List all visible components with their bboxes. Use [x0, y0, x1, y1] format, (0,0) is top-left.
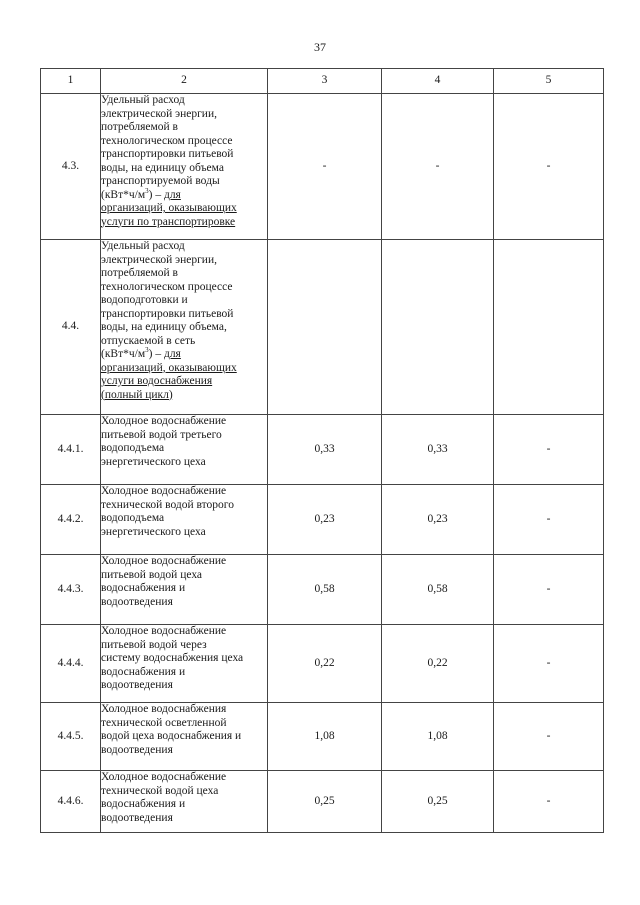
description-line: Холодное водоснабжение — [101, 555, 227, 567]
row-number: 4.4.2. — [41, 485, 101, 555]
description-line: Удельный расход — [101, 240, 185, 252]
description-line: водоотведения — [101, 679, 173, 691]
description-line: воды, на единицу объема — [101, 161, 224, 174]
row-col4-value: 1,08 — [382, 703, 494, 771]
row-col4-value: 0,22 — [382, 625, 494, 703]
description-line: водоподъема — [101, 442, 165, 454]
description-line — [101, 186, 267, 203]
row-col4-value: - — [382, 94, 494, 240]
header-col-2: 2 — [101, 69, 268, 94]
description-line: отпускаемой в сеть — [101, 334, 196, 347]
row-description — [101, 771, 268, 833]
description-line: питьевой водой цеха — [101, 568, 203, 581]
table-row — [41, 415, 604, 485]
row-col5-value — [494, 240, 604, 415]
table-row — [41, 555, 604, 625]
row-col3-value: 0,25 — [268, 771, 382, 833]
description-line: воды, на единицу объема, — [101, 321, 227, 333]
row-number: 4.4.4. — [41, 625, 101, 703]
unit-exponent: 3 — [145, 346, 149, 355]
underlined-text: для — [163, 188, 181, 201]
row-col3-value: - — [268, 94, 382, 240]
row-col4-value: 0,33 — [382, 415, 494, 485]
description-line: энергетического цеха — [101, 525, 206, 538]
row-col4-value: 0,58 — [382, 555, 494, 625]
description-line: электрической энергии, — [101, 107, 217, 120]
description-line: технической осветленной — [101, 716, 227, 729]
header-col-4: 4 — [382, 69, 494, 94]
description-line: Холодное водоснабжения — [101, 703, 227, 715]
table-row — [41, 703, 604, 771]
description-line — [101, 348, 267, 362]
header-row — [41, 69, 604, 94]
description-line: услуги водоснабжения — [101, 375, 213, 387]
row-col3-value: 1,08 — [268, 703, 382, 771]
description-line: водоотведения — [101, 743, 173, 756]
description-line: питьевой водой третьего — [101, 428, 222, 441]
description-line: технологическом процессе — [101, 134, 233, 147]
unit-exponent: 3 — [145, 186, 149, 195]
description-line: услуги по транспортировке — [101, 215, 236, 228]
description-line: организаций, оказывающих — [101, 202, 237, 214]
row-col5-value: - — [494, 703, 604, 771]
data-table — [40, 68, 604, 833]
description-line: (полный цикл) — [101, 388, 173, 401]
table-row — [41, 485, 604, 555]
unit-suffix: ) – — [148, 188, 164, 201]
unit-text: (кВт*ч/м — [101, 348, 146, 360]
table-row — [41, 771, 604, 833]
description-line: технической водой второго — [101, 498, 234, 511]
row-col5-value: - — [494, 485, 604, 555]
row-col4-value: 0,23 — [382, 485, 494, 555]
description-line: Холодное водоснабжение — [101, 485, 227, 497]
description-line: транспортируемой воды — [101, 175, 220, 187]
unit-suffix: ) – — [148, 348, 164, 360]
row-description — [101, 415, 268, 485]
row-description — [101, 240, 268, 415]
row-number: 4.4.3. — [41, 555, 101, 625]
row-description — [101, 625, 268, 703]
row-col3-value — [268, 240, 382, 415]
description-line: водой цеха водоснабжения и — [101, 730, 242, 742]
row-col5-value: - — [494, 625, 604, 703]
description-line: систему водоснабжения цеха — [101, 652, 244, 664]
page-number: 37 — [314, 40, 326, 54]
row-col5-value: - — [494, 415, 604, 485]
description-line: Холодное водоснабжение — [101, 771, 227, 783]
row-description — [101, 94, 268, 240]
description-line: Холодное водоснабжение — [101, 415, 227, 427]
unit-text: (кВт*ч/м — [101, 188, 146, 201]
table-row — [41, 240, 604, 415]
description-line: водоснабжения и — [101, 582, 186, 594]
header-col-1: 1 — [41, 69, 101, 94]
row-description — [101, 485, 268, 555]
description-line: питьевой водой через — [101, 638, 207, 651]
description-line: Удельный расход — [101, 94, 185, 106]
description-line: водоотведения — [101, 811, 173, 824]
row-description — [101, 555, 268, 625]
table-row — [41, 94, 604, 240]
description-line: энергетического цеха — [101, 455, 206, 468]
row-number: 4.4.6. — [41, 771, 101, 833]
description-line: водоподготовки и — [101, 294, 188, 306]
table-row — [41, 625, 604, 703]
row-col3-value: 0,33 — [268, 415, 382, 485]
row-col4-value: 0,25 — [382, 771, 494, 833]
row-col5-value: - — [494, 94, 604, 240]
description-line: водоподъема — [101, 512, 165, 524]
row-col3-value: 0,23 — [268, 485, 382, 555]
row-col5-value: - — [494, 555, 604, 625]
row-col3-value: 0,22 — [268, 625, 382, 703]
description-line: электрической энергии, — [101, 253, 217, 266]
row-col5-value: - — [494, 771, 604, 833]
row-number: 4.4.5. — [41, 703, 101, 771]
row-description — [101, 703, 268, 771]
header-col-3: 3 — [268, 69, 382, 94]
row-col4-value — [382, 240, 494, 415]
header-col-5: 5 — [494, 69, 604, 94]
description-line: технологическом процессе — [101, 280, 233, 293]
row-col3-value: 0,58 — [268, 555, 382, 625]
description-line: организаций, оказывающих — [101, 361, 237, 374]
description-line: транспортировки питьевой — [101, 148, 234, 160]
description-line: технической водой цеха — [101, 784, 219, 797]
description-line: потребляемой в — [101, 267, 178, 279]
row-number: 4.4.1. — [41, 415, 101, 485]
row-number: 4.3. — [41, 94, 101, 240]
underlined-text: для — [163, 348, 181, 360]
description-line: Холодное водоснабжение — [101, 625, 227, 637]
description-line: транспортировки питьевой — [101, 307, 234, 320]
description-line: водоотведения — [101, 595, 173, 608]
description-line: водоснабжения и — [101, 665, 186, 678]
description-line: потребляемой в — [101, 121, 178, 133]
row-number: 4.4. — [41, 240, 101, 415]
description-line: водоснабжения и — [101, 798, 186, 810]
